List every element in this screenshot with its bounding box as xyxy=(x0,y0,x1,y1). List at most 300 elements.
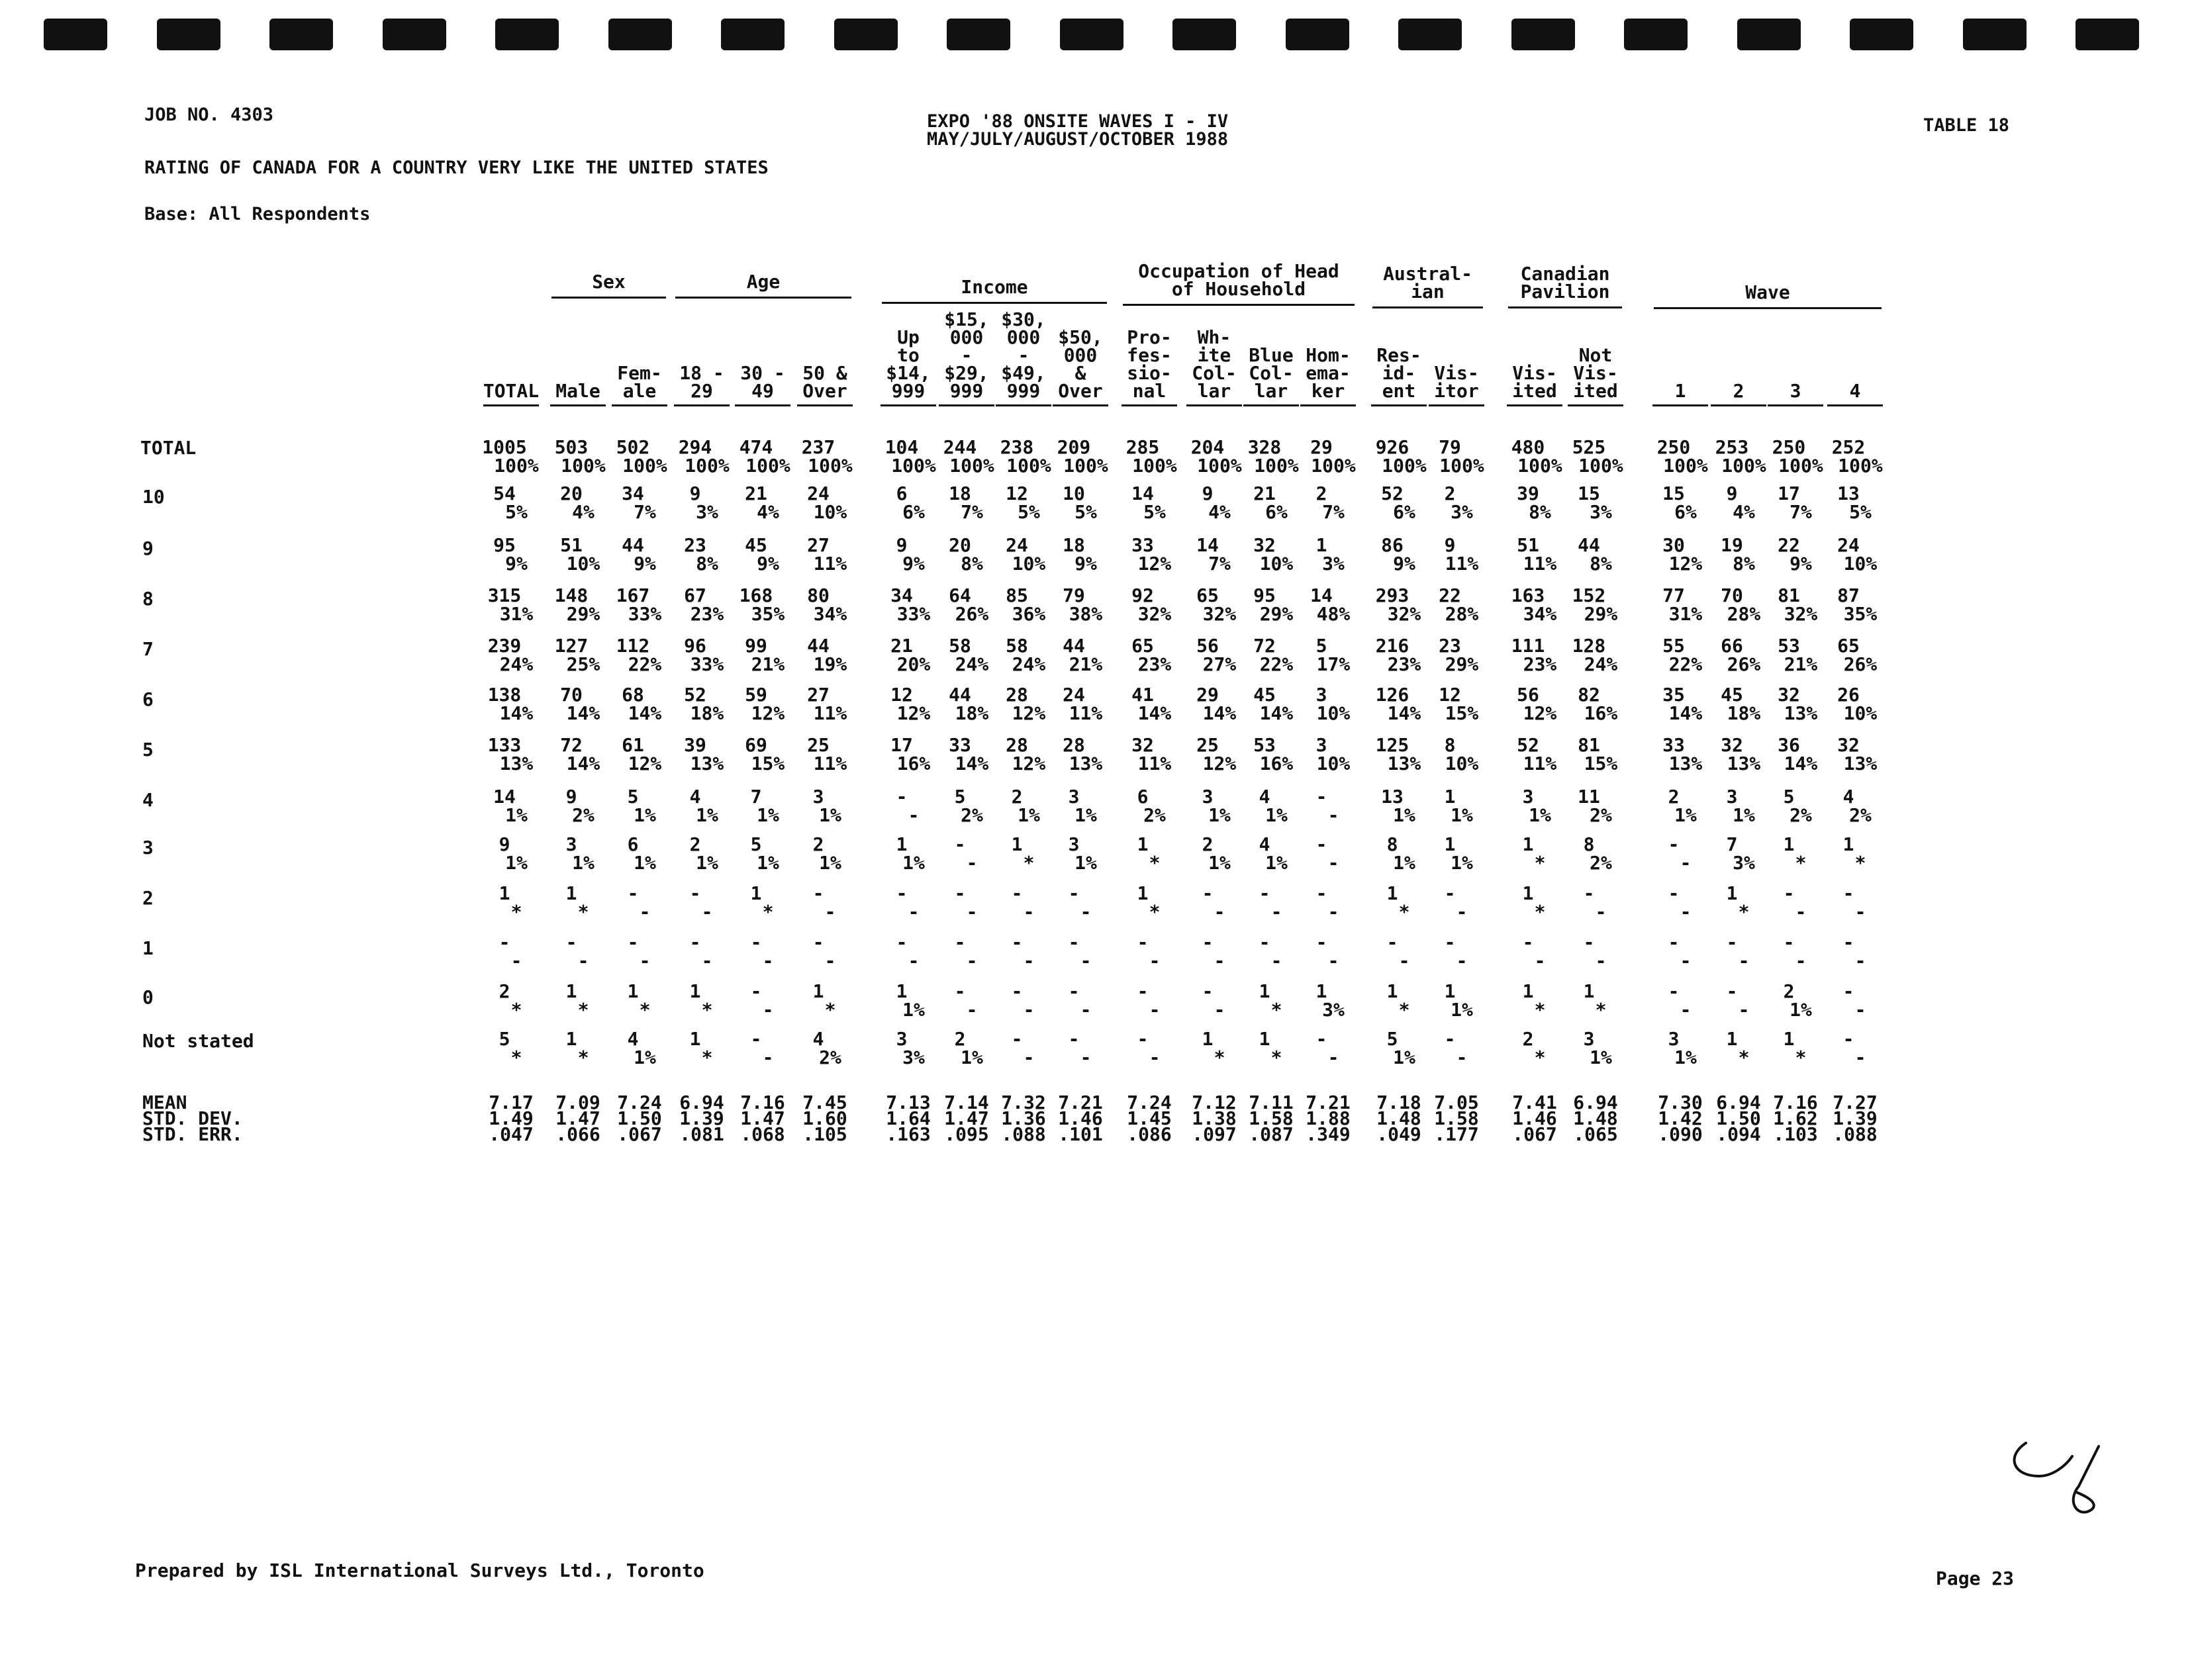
table-cell xyxy=(1296,485,1360,522)
cell-count: - xyxy=(1068,882,1080,904)
cell-count: 39 xyxy=(1517,483,1539,504)
column-underline xyxy=(1053,404,1108,406)
cell-percent: 14% xyxy=(955,753,989,774)
cell-percent: 12% xyxy=(1202,753,1237,774)
cell-count: 5 xyxy=(627,786,639,808)
cell-count: 72 xyxy=(1253,635,1276,657)
cell-count: 2 xyxy=(1522,1028,1534,1050)
perforation-hole xyxy=(721,19,785,50)
cell-count: 6 xyxy=(896,483,908,504)
table-cell xyxy=(1296,438,1360,475)
cell-count: 14 xyxy=(1131,483,1154,504)
cell-percent: 100% xyxy=(622,455,667,477)
cell-percent: 22% xyxy=(1668,653,1703,675)
cell-percent: 16% xyxy=(1584,702,1618,724)
cell-count: 5 xyxy=(1386,1028,1398,1050)
cell-percent: * xyxy=(1738,901,1750,923)
cell-count: 4 xyxy=(689,786,701,808)
cell-count: 87 xyxy=(1837,584,1860,606)
cell-percent: * xyxy=(510,999,522,1021)
cell-percent: 12% xyxy=(1668,553,1703,575)
table-cell xyxy=(1049,736,1112,773)
table-cell xyxy=(1049,884,1112,921)
cell-percent: 100% xyxy=(745,455,790,477)
cell-percent: 9% xyxy=(757,553,779,575)
cell-count: 10 xyxy=(1063,483,1085,504)
cell-percent: 100% xyxy=(685,455,730,477)
cell-percent: 3% xyxy=(696,501,718,523)
cell-percent: 28% xyxy=(1727,603,1761,625)
cell-percent: - xyxy=(1327,1047,1339,1068)
table-cell xyxy=(1425,788,1488,825)
table-cell xyxy=(731,736,794,773)
cell-count: - xyxy=(1583,931,1595,953)
table-cell xyxy=(1049,788,1112,825)
stat-value: 7.24 xyxy=(617,1092,662,1113)
stat-value: .163 xyxy=(886,1123,931,1145)
cell-percent: 18% xyxy=(955,702,989,724)
cell-percent: 10% xyxy=(1843,702,1878,724)
cell-count: 1005 xyxy=(482,436,527,458)
cell-count: 85 xyxy=(1006,584,1028,606)
cell-count: - xyxy=(1726,931,1738,953)
table-cell xyxy=(731,637,794,674)
row-label: 8 xyxy=(142,588,154,610)
cell-count: 44 xyxy=(1578,534,1600,556)
cell-percent: 5% xyxy=(1849,501,1872,523)
table-cell xyxy=(1823,788,1887,825)
table-cell xyxy=(1049,586,1112,624)
cell-percent: - xyxy=(1023,901,1035,923)
cell-percent: 32% xyxy=(1137,603,1172,625)
cell-percent: - xyxy=(1456,1047,1468,1068)
row-label: 0 xyxy=(142,986,154,1008)
cell-percent: 33% xyxy=(896,603,931,625)
table-cell xyxy=(1296,586,1360,624)
cell-percent: 4% xyxy=(1208,501,1231,523)
table-cell xyxy=(1118,1030,1181,1067)
table-cell xyxy=(731,586,794,624)
table-cell xyxy=(793,485,857,522)
cell-count: 17 xyxy=(1778,483,1800,504)
cell-count: 67 xyxy=(684,584,706,606)
cell-percent: 14% xyxy=(499,702,534,724)
cell-percent: - xyxy=(1214,999,1225,1021)
cell-percent: 12% xyxy=(1523,702,1557,724)
row-label: 2 xyxy=(142,887,154,909)
cell-percent: * xyxy=(577,1047,589,1068)
stat-value: 1.47 xyxy=(944,1107,989,1129)
cell-count: 25 xyxy=(1196,734,1219,756)
cell-count: 39 xyxy=(684,734,706,756)
cell-percent: 1% xyxy=(1733,804,1755,826)
cell-percent: 11% xyxy=(813,553,847,575)
stat-value: 1.42 xyxy=(1658,1107,1703,1129)
cell-count: 252 xyxy=(1831,436,1866,458)
column-header xyxy=(670,364,734,400)
stat-value: 7.45 xyxy=(802,1092,847,1113)
cell-percent: 2% xyxy=(1143,804,1166,826)
stat-value: 6.94 xyxy=(1716,1092,1761,1113)
cell-percent: 3% xyxy=(1590,501,1612,523)
cell-count: - xyxy=(1842,931,1854,953)
cell-count: 3 xyxy=(896,1028,908,1050)
cell-count: 24 xyxy=(807,483,830,504)
cell-percent: 14% xyxy=(1784,753,1818,774)
cell-percent: - xyxy=(1456,950,1468,972)
column-underline xyxy=(881,404,936,406)
stat-value: .067 xyxy=(1512,1123,1557,1145)
cell-percent: - xyxy=(1080,950,1092,972)
group-header xyxy=(1508,265,1622,301)
cell-percent: - xyxy=(701,950,713,972)
cell-count: - xyxy=(1842,882,1854,904)
table-cell xyxy=(1823,736,1887,773)
cell-percent: 10% xyxy=(1445,753,1479,774)
column-header-label: Fem- ale xyxy=(617,362,662,402)
cell-percent: 27% xyxy=(1202,653,1237,675)
column-underline xyxy=(674,404,730,406)
perforation-hole xyxy=(1850,19,1913,50)
group-underline xyxy=(882,302,1107,304)
cell-count: - xyxy=(565,931,577,953)
group-header xyxy=(1372,265,1483,301)
table-cell xyxy=(1296,884,1360,921)
cell-count: - xyxy=(954,833,966,855)
cell-percent: - xyxy=(1854,901,1866,923)
cell-count: - xyxy=(954,980,966,1002)
cell-count: - xyxy=(1315,1028,1327,1050)
cell-count: 126 xyxy=(1375,684,1409,706)
table-cell xyxy=(546,536,610,573)
table-cell xyxy=(1823,884,1887,921)
cell-count: 9 xyxy=(1444,534,1456,556)
column-underline xyxy=(1186,404,1242,406)
stat-value: 7.13 xyxy=(886,1092,931,1113)
column-header xyxy=(1823,382,1887,400)
cell-count: 14 xyxy=(1196,534,1219,556)
table-cell xyxy=(608,788,671,825)
table-cell xyxy=(1823,438,1887,475)
cell-percent: 22% xyxy=(1259,653,1294,675)
cell-percent: - xyxy=(1214,950,1225,972)
cell-count: 2 xyxy=(1315,483,1327,504)
cell-percent: 35% xyxy=(1843,603,1878,625)
cell-percent: 12% xyxy=(751,702,785,724)
cell-count: 3 xyxy=(1726,786,1738,808)
cell-count: 29 xyxy=(1196,684,1219,706)
cell-percent: * xyxy=(701,1047,713,1068)
cell-percent: 100% xyxy=(1578,455,1623,477)
cell-percent: 1% xyxy=(1208,804,1231,826)
column-header-label: $30, 000 - $49, 999 xyxy=(1001,308,1046,402)
table-cell xyxy=(479,736,543,773)
stat-label: STD. DEV. xyxy=(142,1107,243,1129)
stat-value: .088 xyxy=(1001,1123,1046,1145)
cell-percent: 3% xyxy=(1322,999,1345,1021)
table-cell xyxy=(1564,835,1627,872)
cell-count: 4 xyxy=(627,1028,639,1050)
column-header xyxy=(1049,328,1112,400)
table-cell xyxy=(731,686,794,723)
cell-percent: 1% xyxy=(1451,852,1473,874)
cell-percent: 1% xyxy=(1529,804,1551,826)
cell-percent: 1% xyxy=(961,1047,983,1068)
cell-count: 9 xyxy=(1202,483,1214,504)
perforation-hole xyxy=(1398,19,1462,50)
cell-percent: 1% xyxy=(819,804,841,826)
group-header-label: Sex xyxy=(592,271,626,293)
cell-count: 20 xyxy=(949,534,971,556)
table-cell xyxy=(479,686,543,723)
cell-count: 1 xyxy=(750,882,762,904)
cell-percent: 15% xyxy=(1445,702,1479,724)
cell-percent: - xyxy=(1327,804,1339,826)
cell-count: 32 xyxy=(1721,734,1743,756)
table-cell xyxy=(479,788,543,825)
stat-value: 7.05 xyxy=(1434,1092,1479,1113)
cell-percent: - xyxy=(701,901,713,923)
cell-count: 5 xyxy=(499,1028,510,1050)
stat-value: 1.47 xyxy=(740,1107,785,1129)
column-header xyxy=(1239,346,1303,400)
cell-percent: 1% xyxy=(1393,852,1415,874)
cell-percent: - xyxy=(908,804,920,826)
table-cell xyxy=(1564,982,1627,1019)
cell-count: 8 xyxy=(1386,833,1398,855)
table-cell xyxy=(1049,686,1112,723)
cell-count: - xyxy=(1583,882,1595,904)
column-underline xyxy=(1711,404,1766,406)
cell-percent: 11% xyxy=(1069,702,1103,724)
cell-percent: - xyxy=(1680,852,1692,874)
cell-count: 1 xyxy=(1137,833,1149,855)
table-cell xyxy=(731,1030,794,1067)
cell-percent: 21% xyxy=(1784,653,1818,675)
cell-percent: 32% xyxy=(1202,603,1237,625)
table-cell xyxy=(1296,736,1360,773)
cell-percent: 7% xyxy=(1208,553,1231,575)
cell-count: - xyxy=(1783,931,1795,953)
table-cell xyxy=(1425,438,1488,475)
cell-percent: * xyxy=(1854,852,1866,874)
table-cell xyxy=(731,835,794,872)
cell-count: 14 xyxy=(1310,584,1333,606)
stat-value: 7.41 xyxy=(1512,1092,1557,1113)
table-cell xyxy=(608,884,671,921)
table-cell xyxy=(608,835,671,872)
cell-percent: 3% xyxy=(1322,553,1345,575)
cell-percent: 1% xyxy=(757,852,779,874)
cell-percent: - xyxy=(908,950,920,972)
cell-count: 503 xyxy=(554,436,589,458)
column-underline xyxy=(1122,404,1177,406)
cell-percent: 5% xyxy=(1018,501,1040,523)
cell-percent: * xyxy=(577,999,589,1021)
table-cell xyxy=(1118,637,1181,674)
table-cell xyxy=(1425,586,1488,624)
group-header-label: Income xyxy=(961,276,1028,298)
cell-percent: 14% xyxy=(566,702,600,724)
table-cell xyxy=(546,586,610,624)
cell-percent: 14% xyxy=(1137,702,1172,724)
cell-percent: 29% xyxy=(1584,603,1618,625)
table-cell xyxy=(608,637,671,674)
cell-count: - xyxy=(1668,833,1680,855)
cell-count: 133 xyxy=(487,734,522,756)
cell-count: - xyxy=(1011,882,1023,904)
table-cell xyxy=(1049,1030,1112,1067)
cell-count: 33 xyxy=(949,734,971,756)
cell-count: 1 xyxy=(896,833,908,855)
table-cell xyxy=(793,835,857,872)
cell-count: - xyxy=(1011,931,1023,953)
cell-count: 56 xyxy=(1517,684,1539,706)
stat-value: 1.38 xyxy=(1192,1107,1237,1129)
cell-percent: 100% xyxy=(1006,455,1051,477)
group-header-label: Occupation of Head of Household xyxy=(1138,260,1339,300)
cell-count: 33 xyxy=(1131,534,1154,556)
cell-count: - xyxy=(1444,882,1456,904)
table-cell xyxy=(546,485,610,522)
stat-label: MEAN xyxy=(142,1092,187,1113)
cell-count: - xyxy=(1137,1028,1149,1050)
cell-count: 19 xyxy=(1721,534,1743,556)
perforation-hole xyxy=(1172,19,1236,50)
cell-count: - xyxy=(812,882,824,904)
column-underline xyxy=(1371,404,1427,406)
stat-value: 7.17 xyxy=(489,1092,534,1113)
cell-count: 2 xyxy=(954,1028,966,1050)
cell-count: 59 xyxy=(745,684,767,706)
table-cell xyxy=(608,686,671,723)
cell-percent: 14% xyxy=(1668,702,1703,724)
cell-count: 216 xyxy=(1375,635,1409,657)
group-header-label: Wave xyxy=(1745,281,1790,303)
table-cell xyxy=(793,686,857,723)
cell-percent: 1% xyxy=(1074,804,1097,826)
cell-count: 167 xyxy=(616,584,650,606)
table-cell xyxy=(1564,485,1627,522)
cell-count: 52 xyxy=(684,684,706,706)
cell-percent: 8% xyxy=(1590,553,1612,575)
perforation-hole xyxy=(1624,19,1688,50)
stat-value: .103 xyxy=(1773,1123,1818,1145)
table-cell xyxy=(1118,686,1181,723)
cell-percent: - xyxy=(1595,950,1607,972)
table-cell xyxy=(1823,933,1887,970)
cell-count: 13 xyxy=(1837,483,1860,504)
cell-count: 65 xyxy=(1196,584,1219,606)
cell-percent: 1% xyxy=(634,852,656,874)
cell-percent: 11% xyxy=(1523,753,1557,774)
cell-percent: - xyxy=(1795,950,1807,972)
cell-count: 111 xyxy=(1511,635,1545,657)
stat-value: 7.21 xyxy=(1306,1092,1351,1113)
table-cell xyxy=(1564,933,1627,970)
cell-percent: * xyxy=(1738,1047,1750,1068)
cell-percent: - xyxy=(1680,999,1692,1021)
cell-count: 1 xyxy=(499,882,510,904)
table-cell xyxy=(731,788,794,825)
cell-percent: 100% xyxy=(1838,455,1883,477)
stat-value: 7.12 xyxy=(1192,1092,1237,1113)
cell-percent: 26% xyxy=(1727,653,1761,675)
cell-count: 1 xyxy=(812,980,824,1002)
cell-percent: * xyxy=(1270,1047,1282,1068)
cell-percent: * xyxy=(510,901,522,923)
cell-percent: 24% xyxy=(1012,653,1046,675)
cell-count: 18 xyxy=(949,483,971,504)
cell-count: 30 xyxy=(1662,534,1685,556)
report-title-line2: MAY/JULY/AUGUST/OCTOBER 1988 xyxy=(927,129,1229,150)
cell-percent: * xyxy=(1534,901,1546,923)
cell-count: 13 xyxy=(1381,786,1404,808)
cell-percent: - xyxy=(1270,950,1282,972)
cell-percent: 34% xyxy=(813,603,847,625)
table-cell xyxy=(1118,586,1181,624)
column-header-label: 30 - 49 xyxy=(740,362,785,402)
table-cell xyxy=(793,536,857,573)
cell-percent: - xyxy=(1023,999,1035,1021)
cell-count: 1 xyxy=(1783,1028,1795,1050)
cell-percent: * xyxy=(510,1047,522,1068)
cell-percent: 19% xyxy=(813,653,847,675)
stat-value: 1.49 xyxy=(489,1107,534,1129)
table-cell xyxy=(1425,835,1488,872)
cell-count: - xyxy=(1444,931,1456,953)
column-header xyxy=(1425,364,1488,400)
cell-percent: 35% xyxy=(751,603,785,625)
column-header xyxy=(1367,346,1431,400)
cell-percent: - xyxy=(1327,901,1339,923)
cell-count: 112 xyxy=(616,635,650,657)
stat-value: 1.88 xyxy=(1306,1107,1351,1129)
table-cell xyxy=(479,586,543,624)
cell-percent: 9% xyxy=(1074,553,1097,575)
cell-count: 1 xyxy=(1011,833,1023,855)
handwritten-mark xyxy=(1999,1430,2125,1529)
cell-percent: 15% xyxy=(1584,753,1618,774)
cell-percent: - xyxy=(1327,852,1339,874)
cell-count: 79 xyxy=(1063,584,1085,606)
cell-percent: 23% xyxy=(690,603,724,625)
table-cell xyxy=(1823,536,1887,573)
cell-count: - xyxy=(499,931,510,953)
stat-value: .088 xyxy=(1833,1123,1878,1145)
cell-count: - xyxy=(954,882,966,904)
cell-percent: 23% xyxy=(1387,653,1421,675)
column-header xyxy=(1648,382,1712,400)
cell-count: 3 xyxy=(1522,786,1534,808)
column-header-label: $50, 000 & Over xyxy=(1058,326,1103,402)
cell-percent: - xyxy=(824,901,836,923)
group-header xyxy=(551,273,666,291)
group-underline xyxy=(551,297,666,299)
cell-count: 128 xyxy=(1572,635,1606,657)
cell-percent: 4% xyxy=(572,501,595,523)
column-underline xyxy=(735,404,790,406)
cell-count: 11 xyxy=(1578,786,1600,808)
cell-percent: - xyxy=(639,901,651,923)
cell-percent: 10% xyxy=(1012,553,1046,575)
table-cell xyxy=(1823,637,1887,674)
cell-count: 53 xyxy=(1778,635,1800,657)
cell-percent: 28% xyxy=(1445,603,1479,625)
stat-value: .087 xyxy=(1249,1123,1294,1145)
column-header xyxy=(479,382,543,400)
stat-value: .067 xyxy=(617,1123,662,1145)
